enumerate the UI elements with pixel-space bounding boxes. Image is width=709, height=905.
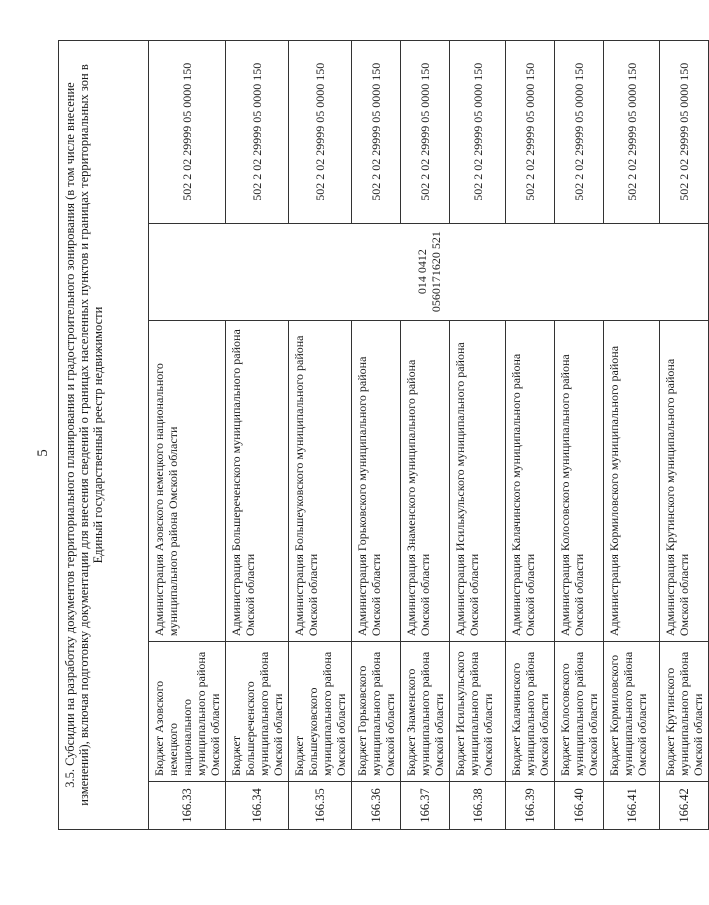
administrator-name: Администрация Калачинского муниципального района Омской области <box>506 320 555 641</box>
administrator-name: Администрация Колосовского муниципального района Омской области <box>555 320 604 641</box>
row-number: 166.36 <box>352 781 401 829</box>
revenue-code: 502 2 02 29999 05 0000 150 <box>352 41 401 224</box>
revenue-code: 502 2 02 29999 05 0000 150 <box>555 41 604 224</box>
administrator-name: Администрация Азовского немецкого национального муниципального района Омской области <box>149 320 226 641</box>
administrator-name: Администрация Крутинского муниципального района Омской области <box>660 320 709 641</box>
row-number: 166.38 <box>450 781 506 829</box>
row-number: 166.34 <box>226 781 289 829</box>
row-number: 166.33 <box>149 781 226 829</box>
table-row <box>450 41 506 830</box>
budget-name: Бюджет Горьковского муниципального района Омской области <box>352 642 401 782</box>
table-row <box>352 41 401 830</box>
administrator-name: Администрация Кормиловского муниципального района <box>604 320 660 641</box>
budget-name: Бюджет Колосовского муниципального района Омской области <box>555 642 604 782</box>
row-number: 166.40 <box>555 781 604 829</box>
budget-name: Бюджет Азовского немецкого национального муниципального района Омской области <box>149 642 226 782</box>
budget-name: Бюджет Калачинского муниципального района Омской области <box>506 642 555 782</box>
revenue-code: 502 2 02 29999 05 0000 150 <box>660 41 709 224</box>
table-row <box>604 41 660 830</box>
administrator-name: Администрация Исилькульского муниципального района Омской области <box>450 320 506 641</box>
budget-name: Бюджет Большеуковского муниципального района Омской области <box>289 642 352 782</box>
table-row <box>555 41 604 830</box>
revenue-code: 502 2 02 29999 05 0000 150 <box>604 41 660 224</box>
revenue-code: 502 2 02 29999 05 0000 150 <box>289 41 352 224</box>
budget-name: Бюджет Кормиловского муниципального района Омской области <box>604 642 660 782</box>
revenue-code: 502 2 02 29999 05 0000 150 <box>506 41 555 224</box>
table-row <box>149 41 226 830</box>
table-row <box>660 41 709 830</box>
budget-name: Бюджет Крутинского муниципального района Омской области <box>660 642 709 782</box>
administrator-name: Администрация Большеуковского муниципального района Омской области <box>289 320 352 641</box>
row-number: 166.42 <box>660 781 709 829</box>
row-number: 166.35 <box>289 781 352 829</box>
administrator-name: Администрация Знаменского муниципального района Омской области <box>401 320 450 641</box>
revenue-code: 502 2 02 29999 05 0000 150 <box>226 41 289 224</box>
row-number: 166.41 <box>604 781 660 829</box>
table-row <box>506 41 555 830</box>
section-heading: 3.5. Субсидии на разработку документов территориального планирования и градостроительного зонирования (в том числе внесение изменений), включая подготовку документации для внесения сведений о границах населенных пунктов и границах территориальных зон в Единый государственный реестр недвижимости <box>58 40 148 830</box>
revenue-code: 502 2 02 29999 05 0000 150 <box>450 41 506 224</box>
table-row <box>289 41 352 830</box>
administrator-name: Администрация Большереченского муниципального района Омской области <box>226 320 289 641</box>
revenue-code: 502 2 02 29999 05 0000 150 <box>401 41 450 224</box>
table-row <box>401 41 450 830</box>
budget-name: Бюджет Знаменского муниципального района Омской области <box>401 642 450 782</box>
budget-name: Бюджет Большереченского муниципального района Омской области <box>226 642 289 782</box>
row-number: 166.39 <box>506 781 555 829</box>
budget-classification-code <box>149 223 709 320</box>
page-number: 5 <box>35 449 51 457</box>
code-text: 014 0412 0560171620 521 <box>414 231 443 313</box>
subsidy-table <box>148 40 709 830</box>
administrator-name: Администрация Горьковского муниципального района Омской области <box>352 320 401 641</box>
table-row <box>226 41 289 830</box>
revenue-code: 502 2 02 29999 05 0000 150 <box>149 41 226 224</box>
row-number: 166.37 <box>401 781 450 829</box>
document-body <box>58 40 705 830</box>
budget-name: Бюджет Исилькульского муниципального района Омской области <box>450 642 506 782</box>
